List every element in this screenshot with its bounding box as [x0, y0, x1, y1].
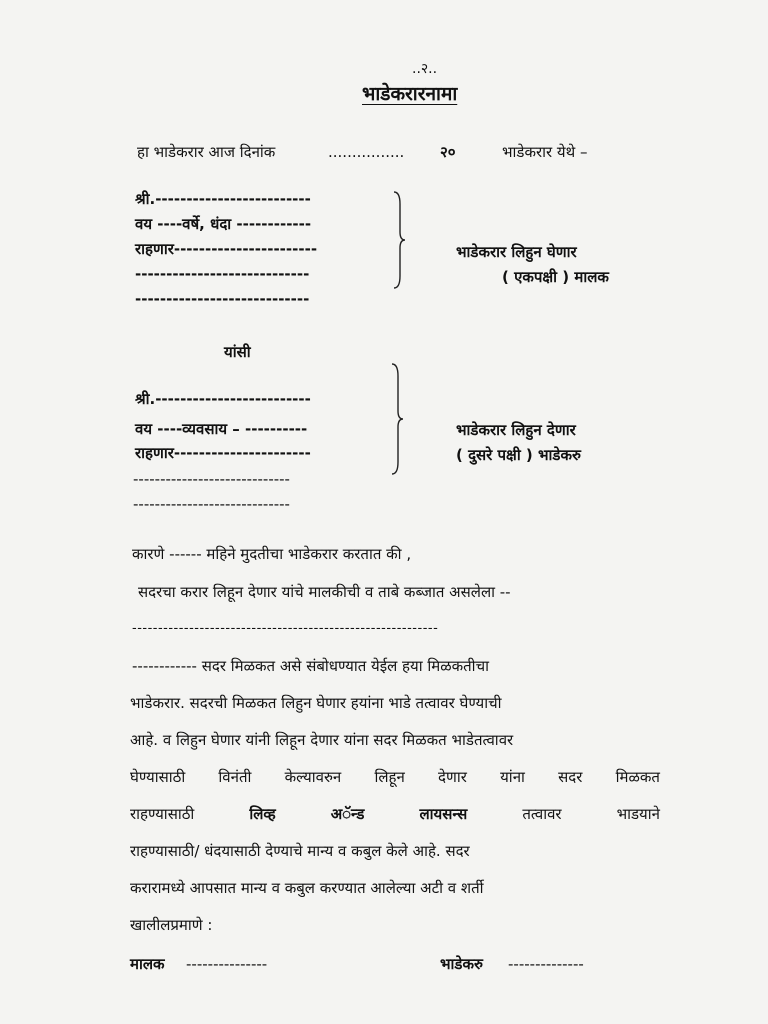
tenant-signature-label: भाडेकरु [440, 955, 483, 973]
party2-role-line1: भाडेकरार लिहुन देणार [456, 421, 576, 439]
body-line-3: ----------------------------------------------------------- [132, 621, 439, 636]
party1-blank-line-1: ---------------------------- [135, 265, 310, 283]
word: विनंती [218, 768, 252, 786]
party2-age-line: वय ----व्यवसाय – ---------- [135, 420, 308, 438]
party2-role-line2: ( दुसरे पक्षी ) भाडेकरु [456, 446, 581, 464]
party1-address-line: राहणार----------------------- [135, 240, 318, 258]
body-line-6: आहे. व लिहुन घेणार यांनी लिहून देणार यांना सदर मिळकत भाडेतत्वावर [130, 731, 514, 749]
party2-brace [390, 362, 404, 476]
body-line-11: खालीलप्रमाणे : [130, 916, 213, 934]
body-line-8 [130, 805, 660, 823]
party2-blank-line-1: ----------------------------- [133, 470, 290, 488]
word-bold: लायसन्स [419, 805, 468, 823]
body-line-9: राहण्यासाठी/ धंदयासाठी देण्याचे मान्य व कबुल केले आहे. सदर [130, 842, 470, 860]
intro-place: भाडेकरार येथे – [502, 143, 588, 161]
word-bold: अॅन्ड [330, 805, 365, 823]
word: केल्यावरुन [284, 768, 342, 786]
body-line-10: करारामध्ये आपसात मान्य व कबुल करण्यात आलेल्या अटी व शर्ती [130, 879, 484, 897]
party2-blank-line-2: ----------------------------- [133, 495, 290, 513]
word: देणार [438, 768, 467, 786]
body-line-1: कारणे ------ महिने मुदतीचा भाडेकरार करतात की , [132, 545, 412, 563]
word: राहण्यासाठी [130, 805, 195, 823]
word: यांना [500, 768, 525, 786]
party1-name-line: श्री.------------------------- [135, 190, 311, 208]
intro-year: २० [440, 143, 456, 161]
party1-age-line: वय ----वर्षे, धंदा ------------ [135, 215, 312, 233]
word: लिहून [374, 768, 405, 786]
intro-text: हा भाडेकरार आज दिनांक [137, 143, 276, 161]
intro-dots: ................ [328, 143, 405, 161]
document-title: भाडेकरारनामा [362, 83, 458, 105]
body-line-7 [130, 768, 660, 786]
word: मिळकत [615, 768, 660, 786]
body-line-5: भाडेकरार. सदरची मिळकत लिहुन घेणार हयांना भाडे तत्वावर घेण्याची [130, 694, 502, 712]
connector-text: यांसी [224, 343, 251, 361]
party1-brace [392, 190, 406, 290]
tenant-signature-line: -------------- [508, 955, 584, 973]
body-line-2: सदरचा करार लिहून देणार यांचे मालकीची व ताबे कब्जात असलेला -- [138, 583, 511, 601]
party1-blank-line-2: ---------------------------- [135, 290, 310, 308]
word: घेण्यासाठी [130, 768, 186, 786]
party1-role-line2: ( एकपक्षी ) मालक [502, 268, 609, 286]
owner-signature-label: मालक [130, 955, 165, 973]
party1-role-line1: भाडेकरार लिहुन घेणार [456, 243, 577, 261]
party2-address-line: राहणार---------------------- [135, 444, 311, 462]
word: भाडयाने [616, 805, 660, 823]
word: सदर [558, 768, 583, 786]
owner-signature-line: --------------- [186, 955, 268, 973]
word: तत्वावर [522, 805, 562, 823]
page-number: ..२.. [412, 61, 438, 77]
word-bold: लिव्ह [249, 805, 276, 823]
party2-name-line: श्री.------------------------- [135, 390, 311, 408]
body-line-4: ------------ सदर मिळकत असे संबोधण्यात येईल हया मिळकतीचा [132, 657, 489, 675]
